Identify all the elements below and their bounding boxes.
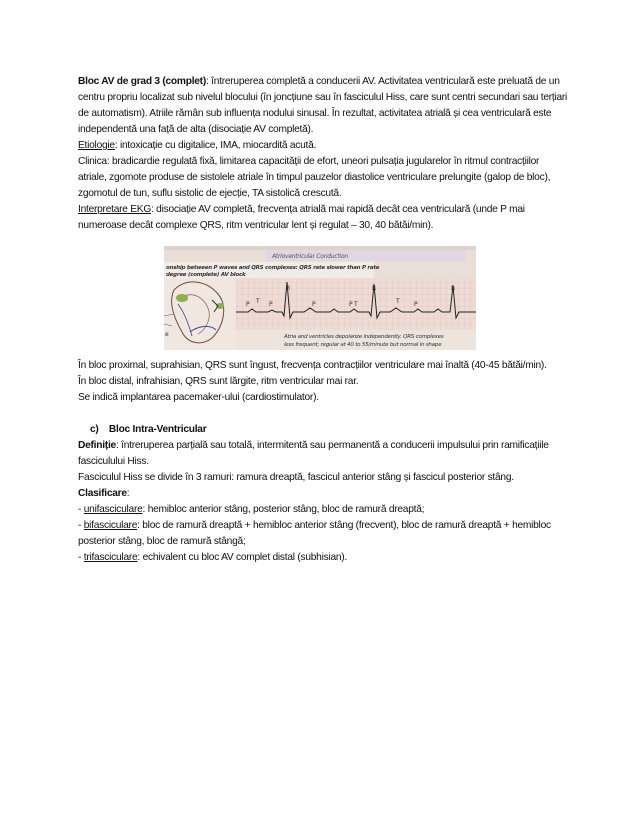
- figure-bottom-2: less frequent; regular at 40 to 55/minute but normal in shape: [284, 342, 442, 348]
- etiology-text: : intoxicație cu digitalice, IMA, miocardită acută.: [114, 140, 317, 151]
- pacemaker-indication: Se indică implantarea pacemaker-ului (cardiostimulator).: [78, 392, 319, 403]
- ecg-label: P: [269, 301, 273, 308]
- document-page: [78, 74, 568, 566]
- classification-heading: [78, 486, 568, 502]
- list-dash: -: [78, 552, 84, 563]
- clinical-paragraph: Clinica: bradicardie regulată fixă, limitarea capacității de efort, uneori pulsația jugularelor în ritmul contracțiilor atriale, zgomote produse de sistolele atriale în timpul pauzelor diastolice ventriculare prelungite (galop de bloc), zgomotul de tun, suflu sistolic de ejecție, TA sistolică crescută.: [78, 156, 551, 199]
- figure-bottom-1: Atria and ventricles depolarize independently. QRS complexes: [284, 334, 444, 340]
- ekg-label: Interpretare EKG: [78, 204, 152, 215]
- bold-title: Bloc AV de grad 3 (complet): [78, 76, 206, 87]
- list-dash: -: [78, 520, 84, 531]
- figure-left-letter: e: [165, 331, 169, 338]
- ekg-text: : disociație AV completă, frecvența atrială mai rapidă decât cea ventriculară (unde P mai numeroase decât complexe QRS, ritm ventricular lent și regulat – 30, 40 bătăi/min).: [78, 204, 525, 231]
- ecg-label: T: [256, 298, 260, 305]
- ecg-label: P: [414, 301, 418, 308]
- paragraph-text: : întreruperea completă a conducerii AV. Activitatea ventriculară este preluată de un centru propriu localizat sub nivelul blocului (în joncțiune sau în fasciculul Hiss, care sunt centri secundari sau terțiari de automatism). Atriile rămân sub influența nodului sinusal. În rezultat, activitatea atrială și cea ventriculară este independentă una față de alta (disociație AV completă).: [78, 76, 568, 135]
- list-item: [78, 502, 568, 518]
- list-item: [78, 550, 568, 566]
- distal-block-text: În bloc distal, infrahisian, QRS sunt lărgite, ritm ventricular mai rar.: [78, 376, 359, 387]
- ecg-label: R: [372, 285, 376, 292]
- list-text: : echivalent cu bloc AV complet distal (subhisian).: [137, 552, 348, 563]
- list-label: unifasciculare: [83, 504, 143, 515]
- ecg-image: [164, 246, 476, 350]
- list-label: bifasciculare: [83, 520, 138, 531]
- definition-text: : întreruperea parțială sau totală, intermitentă sau permanentă a conducerii impulsului prin ramificațiile fasciculului Hiss.: [78, 440, 549, 467]
- definition-paragraph: [78, 438, 568, 470]
- list-dash: -: [78, 504, 84, 515]
- etiology-label: Etiologie: [78, 140, 115, 151]
- ecg-label: T: [396, 298, 400, 305]
- ecg-label: P: [246, 301, 250, 308]
- classification-suffix: :: [126, 488, 130, 499]
- ecg-label: R: [451, 285, 455, 292]
- section-c-heading: [90, 422, 568, 438]
- figure-caption-1: onship between P waves and QRS complexes: QRS rate slower than P rate: [166, 265, 380, 271]
- list-label: trifasciculare: [83, 552, 138, 563]
- definition-label: Definiție: [78, 440, 116, 451]
- list-text: : hemibloc anterior stâng, posterior stâng, bloc de ramură dreaptă;: [142, 504, 425, 515]
- classification-label: Clasificare: [78, 488, 127, 499]
- ekg-interpretation: [78, 202, 568, 234]
- ecg-label: P: [312, 301, 316, 308]
- list-text: : bloc de ramură dreaptă + hemibloc anterior stâng (frecvent), bloc de ramură dreaptă + hemibloc posterior stâng, bloc de ramură stângă;: [78, 520, 551, 547]
- section-marker: c): [90, 424, 99, 435]
- list-item: [78, 518, 568, 550]
- ecg-label: T: [354, 301, 358, 308]
- figure-caption-2: degree (complete) AV block: [166, 272, 246, 278]
- ecg-label: P: [349, 301, 353, 308]
- figure-banner: Atrioventricular Conduction: [272, 253, 348, 260]
- section-title: Bloc Intra-Ventricular: [108, 424, 207, 435]
- paragraph-av-block-3: [78, 74, 568, 138]
- ecg-label: R: [286, 285, 290, 292]
- etiology-line: [78, 138, 568, 154]
- ecg-figure: [164, 246, 476, 350]
- his-bundle-paragraph: Fasciculul Hiss se divide în 3 ramuri: ramura dreaptă, fascicul anterior stâng și fascicul posterior stâng.: [78, 472, 514, 483]
- proximal-block-text: În bloc proximal, suprahisian, QRS sunt îngust, frecvența contracțiilor ventriculare mai înaltă (40-45 bătăi/min).: [78, 360, 547, 371]
